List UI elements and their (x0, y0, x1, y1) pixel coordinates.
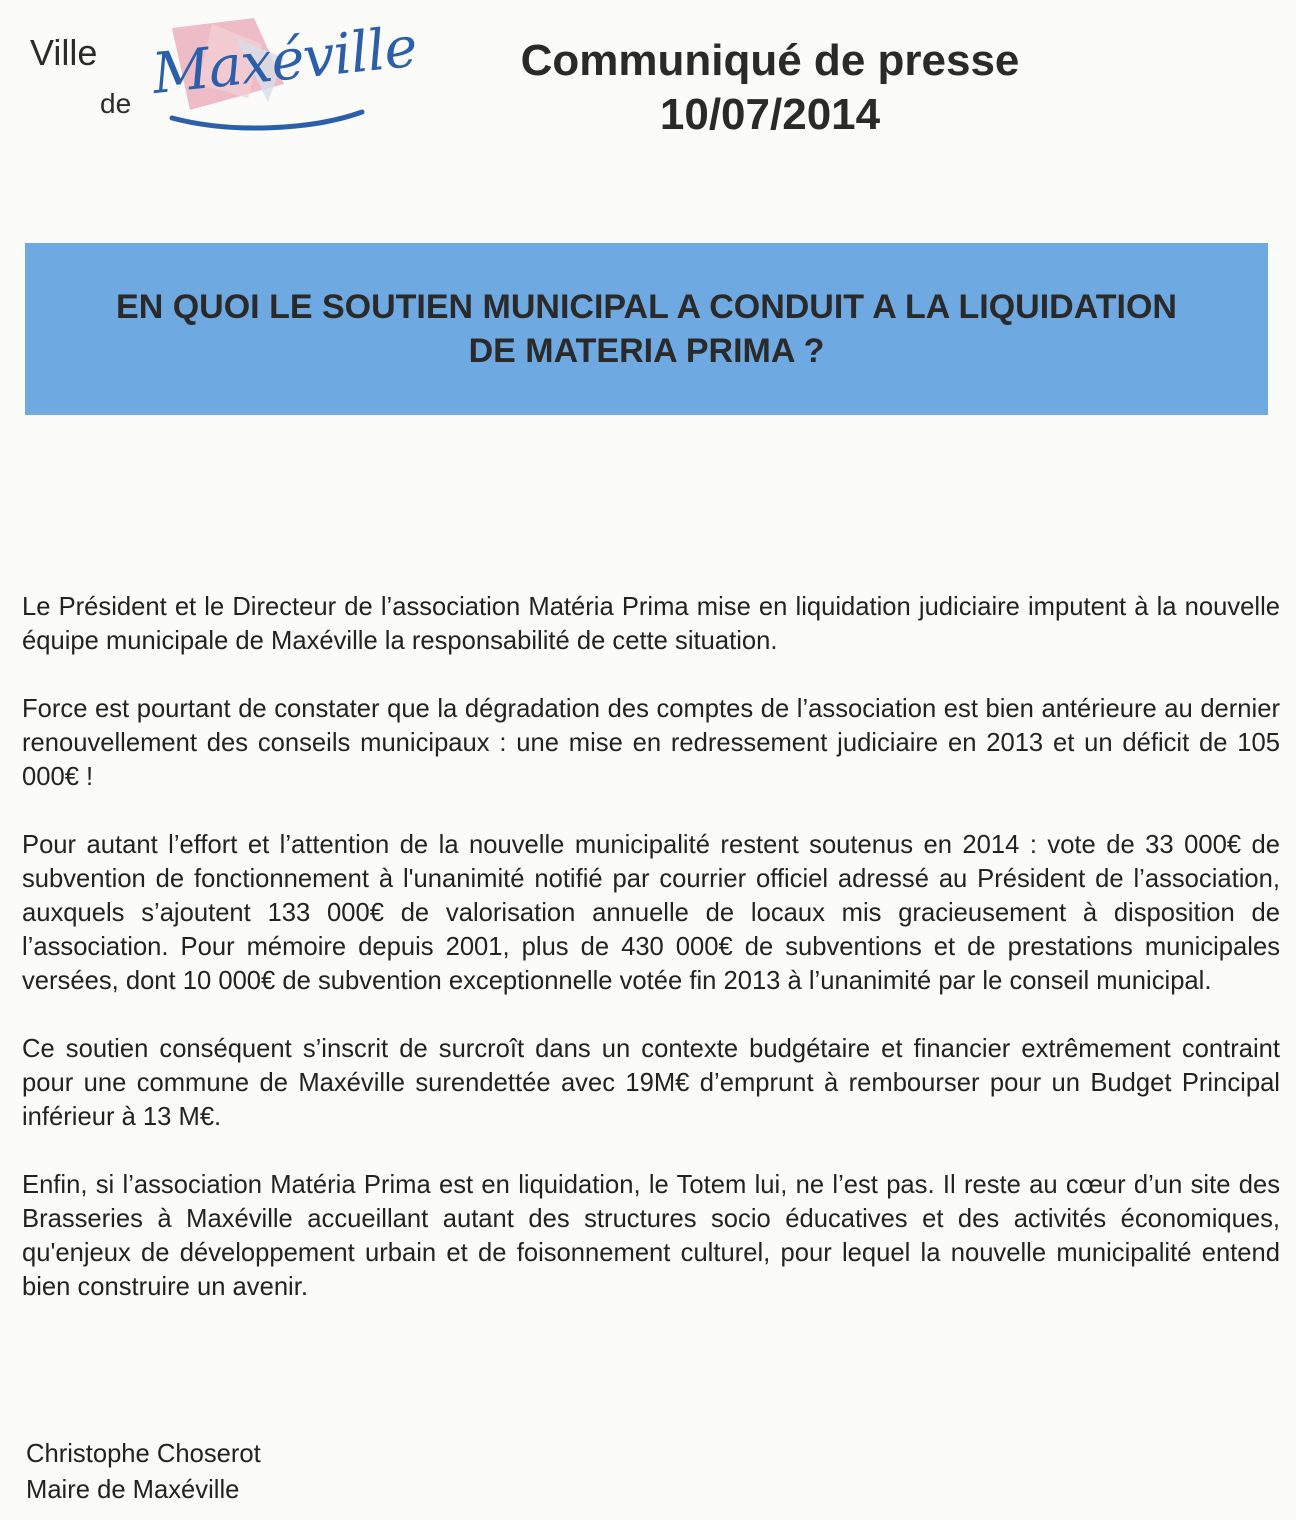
title-banner (25, 243, 1268, 415)
press-release-date: 10/07/2014 (659, 90, 881, 139)
paragraph: Le Président et le Directeur de l’association Matéria Prima mise en liquidation judiciaire imputent à la nouvelle équipe municipale de Maxéville la responsabilité de cette situation. (22, 593, 1280, 655)
paragraph: Enfin, si l’association Matéria Prima est en liquidation, le Totem lui, ne l’est pas. Il reste au cœur d’un site des Brasseries à Maxéville accueillant autant des structures socio éducatives et des activités économiques, qu'enjeux de développement urbain et de foisonnement culturel, pour lequel la nouvelle municipalité entend bien construire un avenir. (22, 1171, 1280, 1301)
headline (27, 285, 1267, 373)
city-logo (22, 14, 420, 142)
logo-ville-text: Ville (30, 32, 98, 73)
logo-de-text: de (100, 88, 132, 119)
paragraph: Ce soutien conséquent s’inscrit de surcroît dans un contexte budgétaire et financier extrêmement contraint pour une commune de Maxéville surendettée avec 19M€ d’emprunt à rembourser pour un Budget Principal inférieur à 13 M€. (22, 1035, 1280, 1131)
signatory-name: Christophe Choserot (26, 1440, 261, 1468)
press-release-header (470, 34, 1070, 142)
headline-line-2: DE MATERIA PRIMA ? (468, 332, 825, 370)
signature-block (26, 1436, 261, 1508)
press-release-title: Communiqué de presse (520, 36, 1020, 85)
paragraph: Force est pourtant de constater que la dégradation des comptes de l’association est bien antérieure au dernier renouvellement des conseils municipaux : une mise en redressement judiciaire en 2013 et un déficit de 105 000€ ! (22, 695, 1280, 791)
paragraph: Pour autant l’effort et l’attention de la nouvelle municipalité restent soutenus en 2014 : vote de 33 000€ de subvention de fonctionnement à l'unanimité notifié par courrier officiel adressé au Président de l’association, auxquels s’ajoutent 133 000€ de valorisation annuelle de locaux mis gracieusement à disposition de l’association. Pour mémoire depuis 2001, plus de 430 000€ de subventions et de prestations municipales versées, dont 10 000€ de subvention exceptionnelle votée fin 2013 à l’unanimité par le conseil municipal. (22, 831, 1280, 995)
signatory-role: Maire de Maxéville (26, 1476, 240, 1504)
body-text (22, 590, 1280, 1338)
headline-line-1: EN QUOI LE SOUTIEN MUNICIPAL A CONDUIT A LA LIQUIDATION (116, 288, 1177, 326)
logo-city-name: Maxéville (149, 14, 420, 107)
